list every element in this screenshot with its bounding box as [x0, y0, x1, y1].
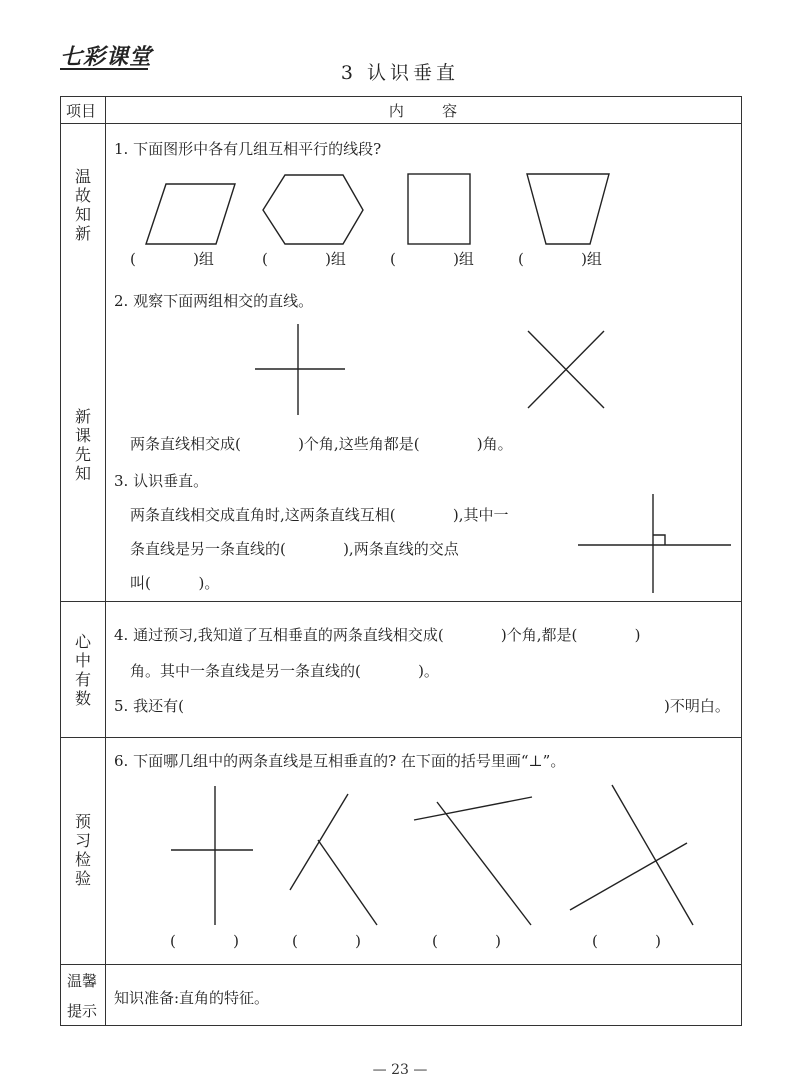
column-header-content: 内 容: [388, 102, 458, 120]
q6-answer-blank-3[interactable]: ( ): [432, 932, 501, 950]
answer-blank-hexagon[interactable]: ( )组: [262, 250, 346, 268]
series-logo: 七彩课堂: [60, 45, 153, 70]
answer-blank-rectangle[interactable]: ( )组: [390, 250, 474, 268]
rectangle-figure: [408, 174, 470, 244]
trapezoid-figure: [527, 174, 609, 244]
question-3-line-1[interactable]: 两条直线相交成直角时,这两条直线互相( ),其中一: [130, 506, 509, 524]
question-6-text: 6. 下面哪几组中的两条直线是互相垂直的? 在下面的括号里画“⊥”。: [114, 752, 566, 770]
option-2-line-b: [318, 840, 377, 925]
q6-answer-blank-2[interactable]: ( ): [292, 932, 361, 950]
tips-text: 知识准备:直角的特征。: [114, 989, 270, 1007]
question-3-line-2[interactable]: 条直线是另一条直线的( ),两条直线的交点: [130, 540, 459, 558]
option-3-line-b: [437, 802, 531, 925]
column-header-item: 项目: [66, 102, 97, 120]
question-2-answer-line[interactable]: 两条直线相交成( )个角,这些角都是( )角。: [130, 435, 513, 453]
option-3-line-a: [414, 797, 532, 820]
question-2-text: 2. 观察下面两组相交的直线。: [114, 292, 314, 310]
option-4-line-b: [612, 785, 693, 925]
question-5-start: 5. 我还有(: [114, 697, 184, 715]
question-4-line-2[interactable]: 角。其中一条直线是另一条直线的( )。: [130, 662, 439, 680]
q6-answer-blank-1[interactable]: ( ): [170, 932, 239, 950]
question-4-line-1[interactable]: 4. 通过预习,我知道了互相垂直的两条直线相交成( )个角,都是( ): [114, 626, 641, 644]
section-label-reflect: 心中有数: [74, 632, 91, 708]
option-4-line-a: [570, 843, 687, 910]
answer-blank-trapezoid[interactable]: ( )组: [518, 250, 602, 268]
right-angle-mark: [653, 535, 665, 545]
section-label-check: 预习检验: [74, 812, 91, 888]
answer-blank-parallelogram[interactable]: ( )组: [130, 250, 214, 268]
page-title: 3 认识垂直: [340, 62, 460, 84]
question-5-end: )不明白。: [664, 697, 730, 715]
section-label-review: 温故知新: [74, 167, 91, 243]
section-label-tips-line1: 温馨: [67, 972, 98, 990]
section-label-tips-line2: 提示: [67, 1002, 98, 1020]
question-1-text: 1. 下面图形中各有几组互相平行的线段?: [114, 140, 382, 158]
q6-answer-blank-4[interactable]: ( ): [592, 932, 661, 950]
question-3-line-3[interactable]: 叫( )。: [130, 574, 220, 592]
hexagon-figure: [263, 175, 363, 244]
parallelogram-figure: [146, 184, 235, 244]
question-3-text: 3. 认识垂直。: [114, 472, 209, 490]
section-label-preview: 新课先知: [74, 407, 91, 483]
page-number: — 23 —: [372, 1062, 428, 1078]
